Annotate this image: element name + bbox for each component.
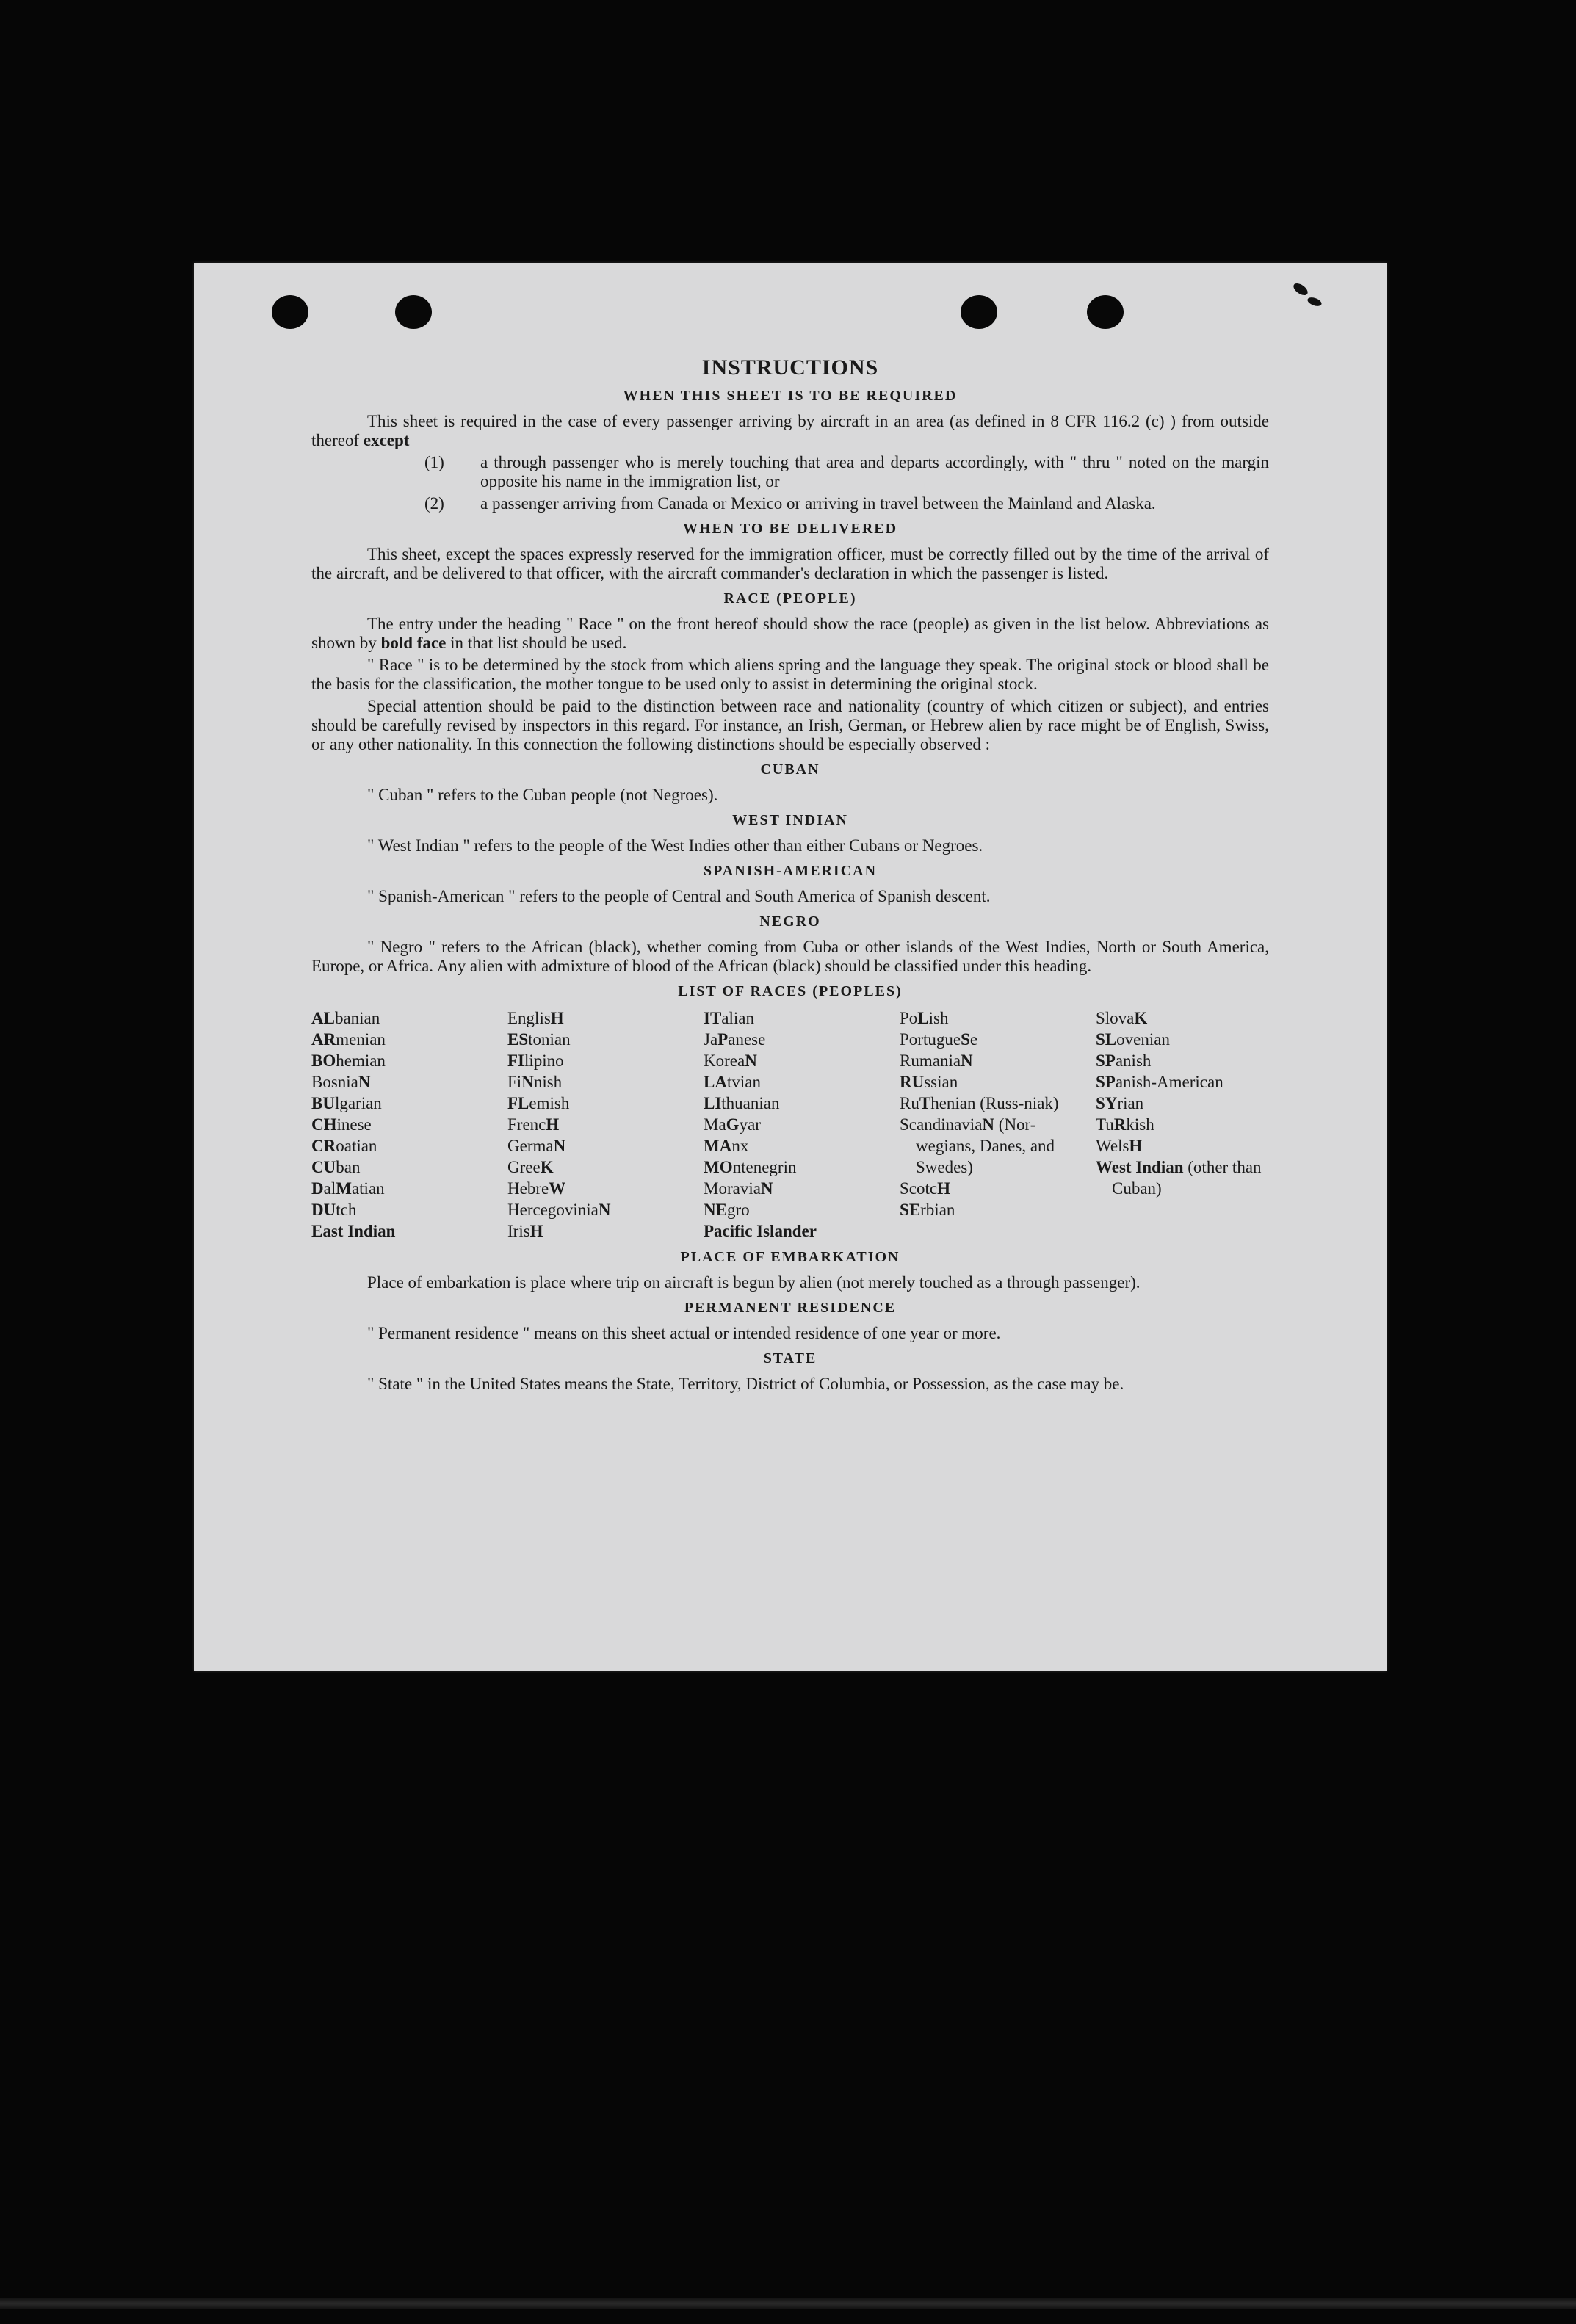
heading-race: RACE (PEOPLE) [723, 590, 857, 607]
race-entry: IrisH [507, 1222, 543, 1240]
west-indian-text: " West Indian " refers to the people of the West Indies other than either Cubans or Negroes. [367, 836, 983, 855]
race-entry: SPanish-American [1096, 1073, 1223, 1091]
when-delivered-text: This sheet, except the spaces expressly reserved for the immigration officer, must be correctly filled out by the time of the arrival of the aircraft, and be delivered to that officer, with the aircraft commander's declaration in which the passenger is listed. [311, 545, 1269, 582]
race-entry: ARmenian [311, 1030, 386, 1049]
race-entry: SLovenian [1096, 1030, 1170, 1049]
race-column [507, 1007, 681, 1242]
race-entry: ScotcH [900, 1179, 950, 1198]
race-entry: HebreW [507, 1179, 566, 1198]
race-entry: EnglisH [507, 1009, 564, 1027]
race-column [900, 1007, 1073, 1242]
heading-when-required: WHEN THIS SHEET IS TO BE REQUIRED [623, 388, 958, 404]
race-entry: BUlgarian [311, 1094, 382, 1112]
race-column [1096, 1007, 1269, 1242]
heading-permanent-residence: PERMANENT RESIDENCE [684, 1300, 897, 1316]
punch-hole [961, 295, 997, 329]
heading-spanish-american: SPANISH-AMERICAN [703, 863, 878, 879]
race-entry: PortugueSe [900, 1030, 978, 1049]
race-entry: CUban [311, 1158, 361, 1176]
race-paragraph-1: The entry under the heading " Race " on the front hereof should show the race (people) as given in the list below. Abbreviations as shown by bold face in that list should be used. [311, 615, 1269, 652]
race-entry: FrencH [507, 1115, 560, 1134]
document-sheet [194, 263, 1387, 1671]
race-paragraph-3: Special attention should be paid to the distinction between race and nationality (country of which citizen or subject), and entries should be carefully revised by inspectors in this regard. For instance, an Irish, German, or Hebrew alien by race might be of English, Swiss, or any other nationality. In this connection the following distinctions should be especially observed : [311, 697, 1269, 753]
race-entry: JaPanese [704, 1030, 766, 1049]
race-entry: DUtch [311, 1201, 357, 1219]
race-entry: RuThenian (Russ-niak) [900, 1094, 1059, 1112]
race-entry: MOntenegrin [704, 1158, 797, 1176]
race-entry: LAtvian [704, 1073, 761, 1091]
punch-hole [272, 295, 308, 329]
race-entry: WelsH [1096, 1137, 1143, 1155]
heading-cuban: CUBAN [760, 761, 820, 778]
embarkation-text: Place of embarkation is place where trip on aircraft is begun by alien (not merely touched as a through passenger). [367, 1273, 1141, 1292]
race-paragraph-2: " Race " is to be determined by the stock from which aliens spring and the language they speak. The original stock or blood shall be the basis for the classification, the mother tongue to be used only to assist in determining the original stock. [311, 656, 1269, 693]
race-entry: GermaN [507, 1137, 566, 1155]
race-entry: RumaniaN [900, 1051, 973, 1070]
race-entry: SYrian [1096, 1094, 1144, 1112]
race-entry: CHinese [311, 1115, 372, 1134]
race-entry: ALbanian [311, 1009, 380, 1027]
race-entry: West Indian (other than Cuban) [1096, 1158, 1262, 1198]
race-entry: EStonian [507, 1030, 571, 1049]
race-entry: BOhemian [311, 1051, 386, 1070]
race-entry: LIthuanian [704, 1094, 780, 1112]
exception-item-2: (2) a passenger arriving from Canada or Mexico or arriving in travel between the Mainland and Alaska. [424, 494, 1156, 513]
race-entry: SPanish [1096, 1051, 1152, 1070]
race-entry: ScandinaviaN (Nor-wegians, Danes, and Swedes) [900, 1115, 1055, 1176]
permanent-residence-text: " Permanent residence " means on this sheet actual or intended residence of one year or more. [367, 1324, 1001, 1342]
heading-state: STATE [763, 1350, 817, 1366]
race-entry: FLemish [507, 1094, 570, 1112]
heading-when-delivered: WHEN TO BE DELIVERED [682, 521, 898, 537]
race-entry: BosniaN [311, 1073, 371, 1091]
exception-item-1: (1) a through passenger who is merely touching that area and departs accordingly, with " thru " noted on the margin opposite his name in the immigration list, or [424, 453, 1269, 490]
race-entry: KoreaN [704, 1051, 757, 1070]
heading-negro: NEGRO [759, 913, 821, 930]
punch-hole [395, 295, 432, 329]
race-entry: ITalian [704, 1009, 754, 1027]
negro-text: " Negro " refers to the African (black), whether coming from Cuba or other islands of the West Indies, North or South America, Europe, or Africa. Any alien with admixture of blood of the African (black) should be classified under this heading. [311, 938, 1269, 975]
race-entry: SErbian [900, 1201, 955, 1219]
when-required-intro: This sheet is required in the case of every passenger arriving by aircraft in an area (as defined in 8 CFR 116.2 (c) ) from outside thereof except [311, 412, 1269, 449]
race-list [311, 1007, 1269, 1242]
race-entry: SlovaK [1096, 1009, 1148, 1027]
race-entry: MaGyar [704, 1115, 761, 1134]
race-entry: GreeK [507, 1158, 554, 1176]
race-entry: FiNnish [507, 1073, 563, 1091]
race-column [311, 1007, 485, 1242]
ink-blot [1292, 281, 1310, 297]
film-edge [0, 2298, 1576, 2309]
ink-blot [1306, 296, 1323, 308]
heading-embarkation: PLACE OF EMBARKATION [680, 1249, 900, 1265]
race-entry: Pacific Islander [704, 1222, 817, 1240]
race-entry: NEgro [704, 1201, 750, 1219]
spanish-american-text: " Spanish-American " refers to the people of Central and South America of Spanish descent. [367, 887, 991, 905]
state-text: " State " in the United States means the State, Territory, District of Columbia, or Possession, as the case may be. [367, 1375, 1124, 1393]
race-entry: CRoatian [311, 1137, 377, 1155]
race-entry: HercegoviniaN [507, 1201, 611, 1219]
punch-hole [1087, 295, 1124, 329]
race-entry: MoraviaN [704, 1179, 773, 1198]
race-entry: DalMatian [311, 1179, 385, 1198]
heading-list-of-races: LIST OF RACES (PEOPLES) [678, 983, 903, 999]
race-entry: MAnx [704, 1137, 749, 1155]
race-entry: FIlipino [507, 1051, 564, 1070]
heading-west-indian: WEST INDIAN [732, 812, 848, 828]
race-entry: RUssian [900, 1073, 958, 1091]
race-entry: TuRkish [1096, 1115, 1154, 1134]
cuban-text: " Cuban " refers to the Cuban people (not Negroes). [367, 786, 718, 804]
race-column [704, 1007, 877, 1242]
page-title: INSTRUCTIONS [701, 355, 879, 380]
instructions-content [311, 355, 1269, 1397]
race-entry: PoLish [900, 1009, 949, 1027]
race-entry: East Indian [311, 1222, 396, 1240]
